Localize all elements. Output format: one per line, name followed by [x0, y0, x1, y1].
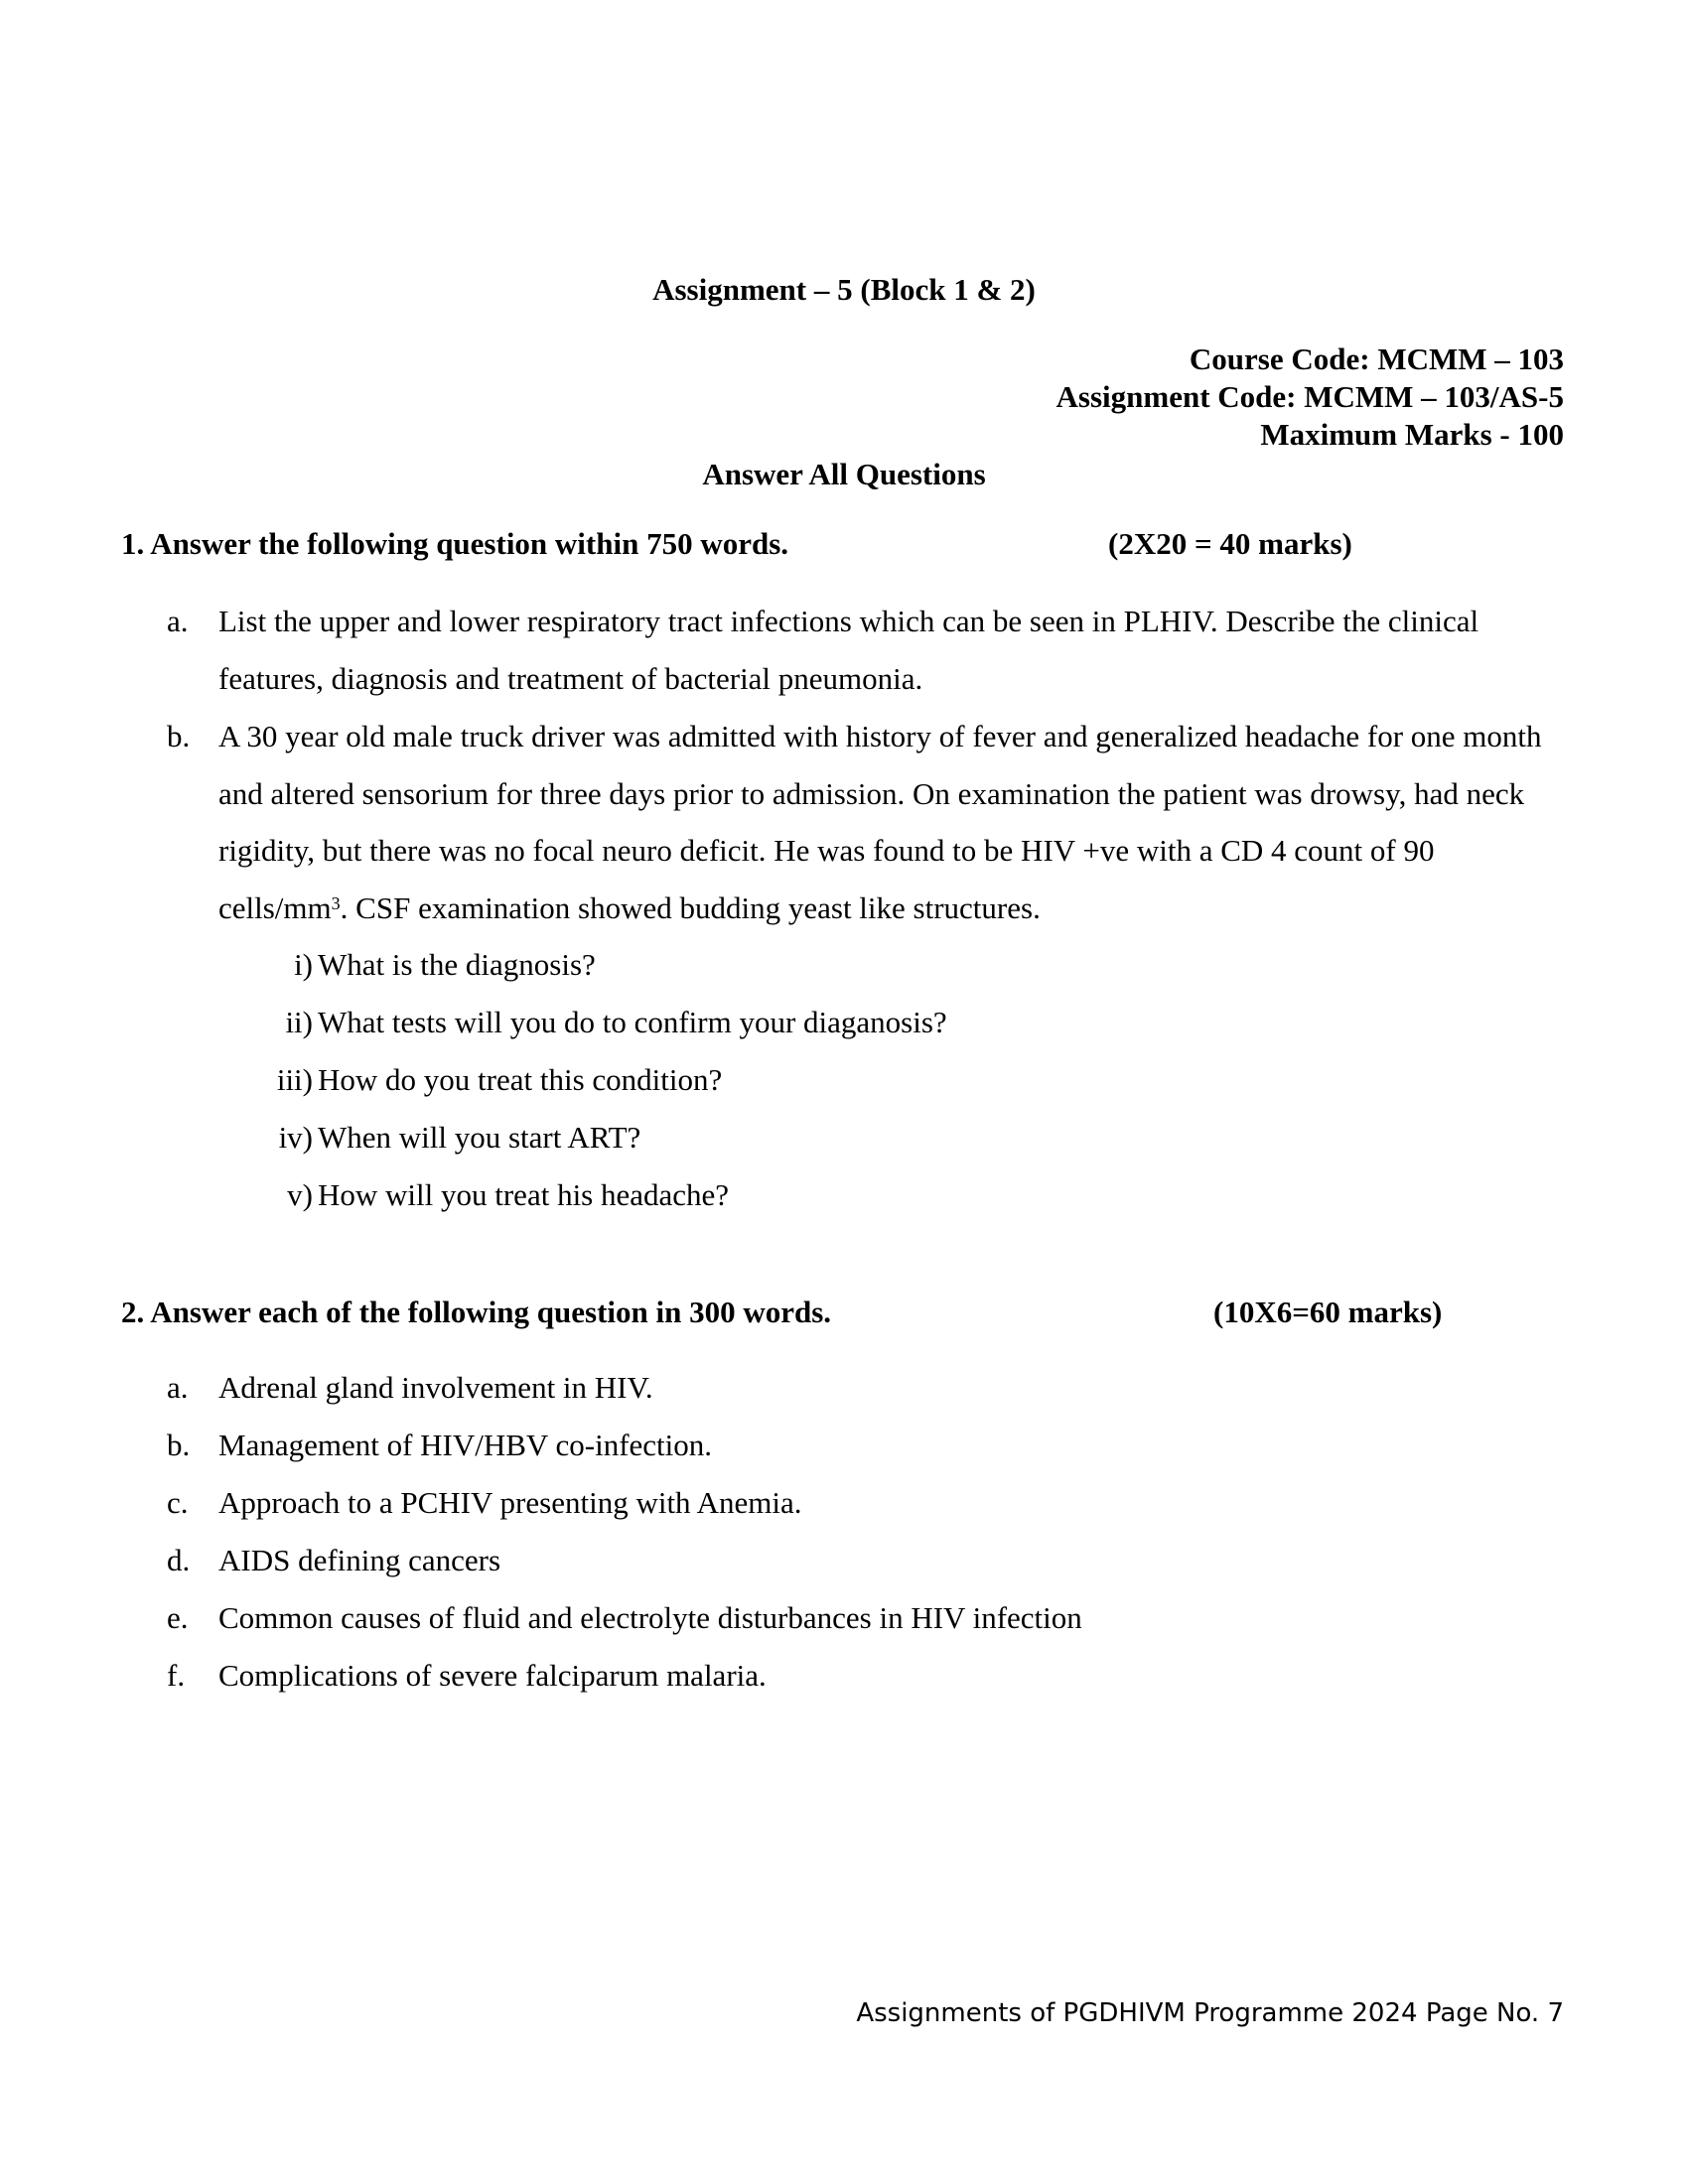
subquestion-label: iv) — [278, 1120, 313, 1155]
question-2-heading-text: 2. Answer each of the following question in 300 words. — [121, 1295, 832, 1329]
question-1-marks: (2X20 = 40 marks) — [1108, 526, 1352, 561]
assignment-title-text: Assignment – 5 (Block 1 & 2) — [652, 272, 1036, 307]
subquestion-v — [0, 1166, 1688, 1224]
subquestion-text: How do you treat this condition? — [318, 1062, 723, 1097]
question-2-heading — [121, 1293, 1571, 1332]
subquestion-label: ii) — [285, 1005, 313, 1039]
question-2-item-c — [0, 1474, 1688, 1532]
course-code: Course Code: MCMM – 103 — [1189, 341, 1564, 376]
question-2-item-a — [0, 1359, 1688, 1417]
question-2-items — [0, 1359, 1688, 1705]
case-description — [218, 708, 1569, 936]
item-label: c. — [167, 1485, 189, 1520]
case-subquestions — [0, 936, 1688, 1224]
maximum-marks: Maximum Marks - 100 — [1260, 417, 1564, 452]
item-label: e. — [167, 1600, 189, 1635]
item-text: Management of HIV/HBV co-infection. — [218, 1428, 713, 1462]
subquestion-text: When will you start ART? — [318, 1120, 641, 1155]
item-label: a. — [167, 604, 189, 638]
subquestion-label: i) — [294, 947, 313, 982]
assignment-title — [0, 270, 1688, 310]
item-text: List the upper and lower respiratory tract infections which can be seen in PLHIV. Describe the clinical features, diagnosis and treatment of bacterial pneumonia. — [218, 604, 1479, 696]
question-2-marks: (10X6=60 marks) — [1213, 1295, 1443, 1329]
subquestion-text: What is the diagnosis? — [318, 947, 596, 982]
question-1-items — [0, 593, 1688, 1224]
assignment-code: Assignment Code: MCMM – 103/AS-5 — [1055, 379, 1564, 414]
item-label: a. — [167, 1370, 189, 1405]
question-1-heading-text: 1. Answer the following question within 750 words. — [121, 526, 789, 561]
subquestion-i — [0, 936, 1688, 994]
question-2-item-f — [0, 1647, 1688, 1705]
item-label: f. — [167, 1658, 186, 1693]
question-2-item-b — [0, 1417, 1688, 1474]
item-text: Common causes of fluid and electrolyte disturbances in HIV infection — [218, 1600, 1082, 1635]
superscript: 3 — [331, 892, 341, 913]
item-text: Adrenal gland involvement in HIV. — [218, 1370, 653, 1405]
question-2-item-e — [0, 1589, 1688, 1647]
item-text: AIDS defining cancers — [218, 1543, 501, 1577]
subquestion-ii — [0, 994, 1688, 1051]
question-1-item-a — [0, 593, 1688, 708]
subquestion-iii — [0, 1051, 1688, 1109]
case-text: A 30 year old male truck driver was admitted with history of fever and generalized headache for one month and altered sensorium for three days prior to admission. On examination the patient was drowsy, had neck rigidity, but there was no focal neuro deficit. He was found to be HIV +ve with a CD 4 count of 90 cells/mm — [218, 719, 1542, 925]
item-label: b. — [167, 719, 191, 753]
question-1-heading — [121, 524, 1571, 564]
question-2-item-d — [0, 1532, 1688, 1589]
subquestion-text: What tests will you do to confirm your diaganosis? — [318, 1005, 947, 1039]
subquestion-text: How will you treat his headache? — [318, 1177, 730, 1212]
instruction-heading: Answer All Questions — [702, 457, 986, 491]
item-label: b. — [167, 1428, 191, 1462]
question-1-item-b — [0, 708, 1688, 936]
page-footer: Assignments of PGDHIVM Programme 2024 Page No. 7 — [856, 1998, 1564, 2028]
case-text-end: . CSF examination showed budding yeast like structures. — [340, 889, 1041, 925]
subquestion-iv — [0, 1109, 1688, 1166]
course-info-block — [1056, 341, 1564, 454]
item-label: d. — [167, 1543, 191, 1577]
subquestion-label: v) — [287, 1177, 313, 1212]
item-text: Complications of severe falciparum malaria. — [218, 1658, 767, 1693]
subquestion-label: iii) — [276, 1062, 313, 1097]
item-text: Approach to a PCHIV presenting with Anemia. — [218, 1485, 802, 1520]
